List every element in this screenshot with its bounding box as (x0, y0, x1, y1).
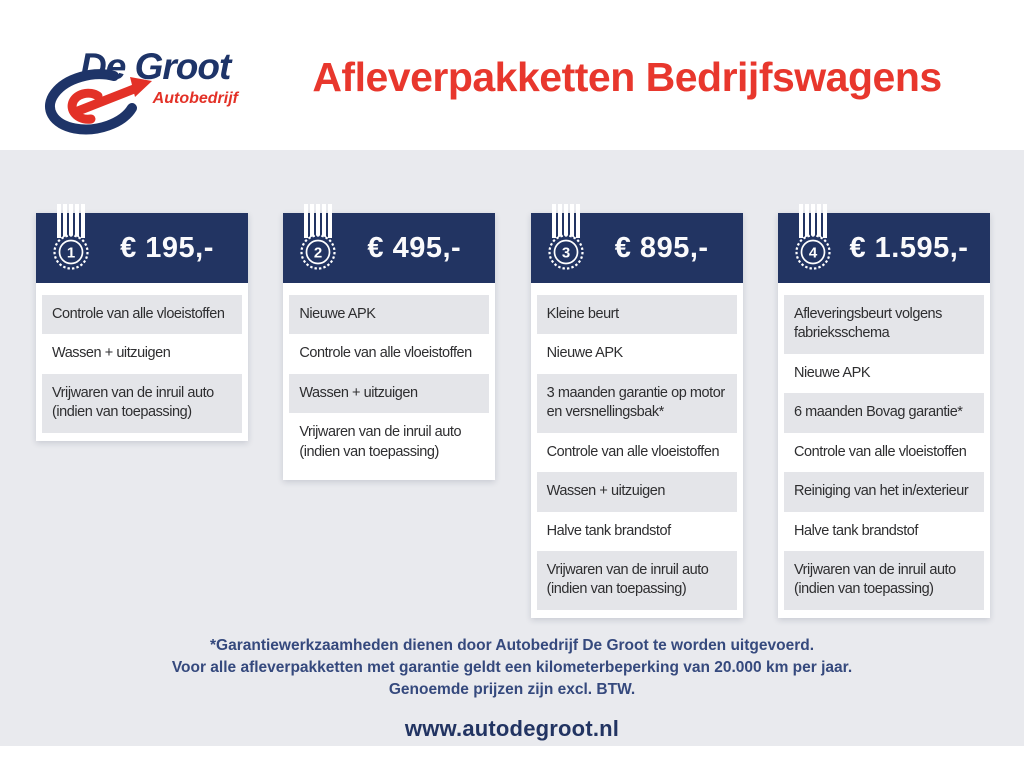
package-item: Wassen + uitzuigen (537, 472, 737, 511)
disclaimer-line-3: Genoemde prijzen zijn excl. BTW. (388, 680, 636, 698)
package-card-3 (531, 213, 743, 618)
page-title: Afleverpakketten Bedrijfswagens (312, 54, 942, 100)
package-item: Vrijwaren van de inruil auto (indien van toepassing) (299, 424, 462, 460)
package-card-4 (778, 213, 990, 618)
disclaimer (0, 635, 1024, 701)
package-item: Vrijwaren van de inruil auto (indien van toepassing) (784, 551, 984, 610)
package-item: Nieuwe APK (793, 364, 871, 381)
brand-subtitle: Autobedrijf (152, 90, 238, 107)
header-band (0, 0, 1024, 150)
medal-3-icon (543, 204, 589, 272)
package-item: Controle van alle vloeistoffen (546, 443, 720, 460)
package-4-price: € 1.595,- (849, 232, 969, 264)
package-card-2 (283, 213, 495, 480)
brand-logo (36, 44, 246, 139)
website-link[interactable]: www.autodegroot.nl (404, 715, 620, 741)
bottom-band (0, 746, 1024, 768)
package-3-price: € 895,- (614, 232, 709, 264)
package-3-header (531, 213, 743, 283)
package-item: Nieuwe APK (289, 295, 489, 334)
package-3-items (531, 283, 743, 618)
medal-1-icon (48, 204, 94, 272)
package-item: Wassen + uitzuigen (289, 374, 489, 413)
disclaimer-line-2: Voor alle afleverpakketten met garantie geldt een kilometerbeperking van 20.000 km per jaar. (171, 658, 853, 676)
package-item: Reiniging van het in/exterieur (784, 472, 984, 511)
medal-1-rank: 1 (66, 244, 76, 262)
footer (0, 635, 1024, 742)
package-item: Afleveringsbeurt volgens fabrieksschema (784, 295, 984, 354)
package-2-items (283, 283, 495, 480)
package-cards (36, 213, 990, 618)
package-item: Controle van alle vloeistoffen (299, 345, 472, 362)
medal-3-rank: 3 (561, 244, 570, 262)
package-item: Halve tank brandstof (546, 522, 671, 539)
package-item: Nieuwe APK (546, 345, 623, 362)
package-1-header (36, 213, 248, 283)
medal-2-rank: 2 (314, 244, 323, 262)
package-card-1 (36, 213, 248, 441)
content-band (0, 150, 1024, 746)
brand-name: De Groot (80, 46, 231, 87)
medal-2-icon (295, 204, 341, 272)
package-item: Vrijwaren van de inruil auto (indien van toepassing) (42, 374, 242, 433)
package-item: 6 maanden Bovag garantie* (784, 393, 984, 432)
package-item: Vrijwaren van de inruil auto (indien van toepassing) (537, 551, 737, 610)
package-1-price: € 195,- (120, 232, 214, 264)
package-item: Controle van alle vloeistoffen (793, 443, 967, 460)
package-4-header (778, 213, 990, 283)
package-item: Halve tank brandstof (793, 522, 918, 539)
disclaimer-line-1: *Garantiewerkzaamheden dienen door Autobedrijf De Groot te worden uitgevoerd. (209, 636, 814, 654)
package-item: Wassen + uitzuigen (52, 345, 171, 362)
package-item: 3 maanden garantie op motor en versnellingsbak* (537, 374, 737, 433)
package-2-header (283, 213, 495, 283)
package-1-items (36, 283, 248, 441)
package-item: Controle van alle vloeistoffen (42, 295, 242, 334)
package-4-items (778, 283, 990, 618)
package-2-price: € 495,- (367, 232, 462, 264)
medal-4-icon (790, 204, 836, 272)
package-item: Kleine beurt (537, 295, 737, 334)
medal-4-rank: 4 (808, 244, 818, 262)
